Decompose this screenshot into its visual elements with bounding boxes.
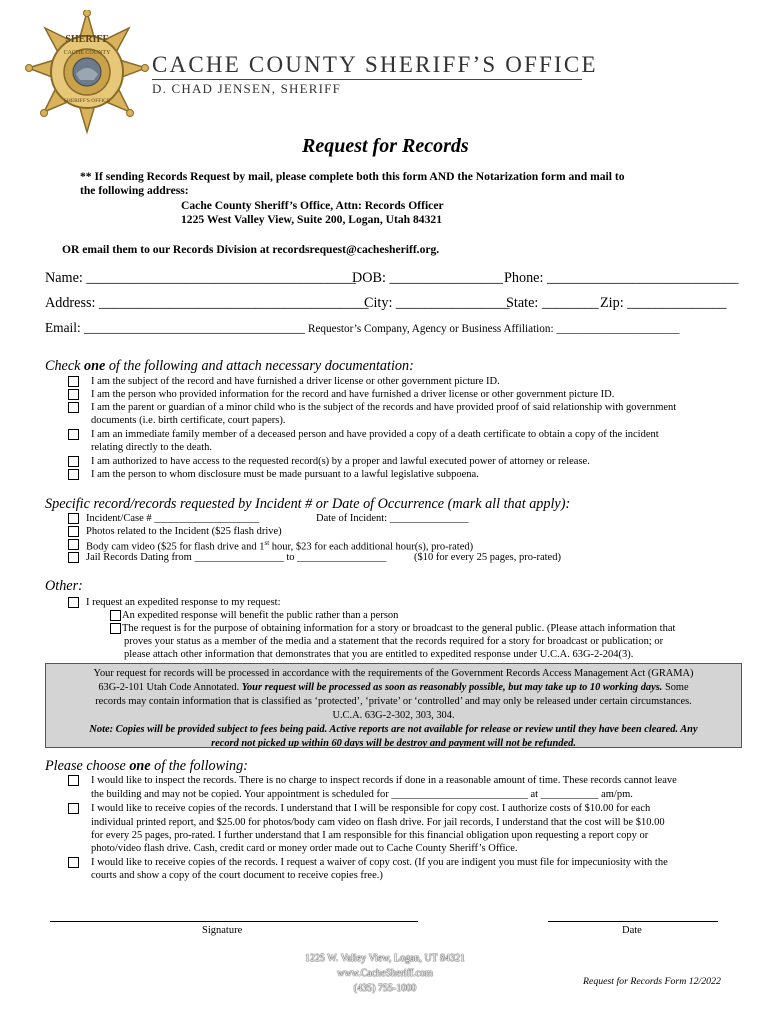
option-subpoena: I am the person to whom disclosure must be made pursuant to a lawful legislative subpoena. [91,469,479,480]
sheriff-badge-logo [24,10,150,136]
option-inspect-1: I would like to inspect the records. There is no charge to inspect records if done in a reasonable amount of time. These records cannot leave [91,775,677,786]
notice-line6: record not picked up within 60 days will be destroy and payment will not be refunded. [211,738,576,748]
checkbox-waiver[interactable] [68,857,79,868]
checkbox-public-benefit[interactable] [110,610,121,621]
checkbox-provider[interactable] [68,389,79,400]
date-of-incident-field[interactable]: Date of Incident: _______________ [316,513,469,524]
address-field[interactable]: Address: ______________________________________ [45,295,369,311]
zip-field[interactable]: Zip: ______________ [600,295,727,311]
date-line[interactable] [548,921,718,922]
org-title: CACHE COUNTY SHERIFF’S OFFICE [152,52,598,77]
checkbox-subject[interactable] [68,376,79,387]
email-instruction: OR email them to our Records Division at recordsrequest@cachesheriff.org. [62,243,440,256]
checkbox-subpoena[interactable] [68,469,79,480]
option-photos: Photos related to the Incident ($25 flash drive) [86,526,282,537]
footer-street: 1225 W. Valley View, Logan, UT 84321 [304,953,466,964]
option-guardian-cont: documents (i.e. birth certificate, court papers). [91,415,286,426]
option-media-1: The request is for the purpose of obtaining information for a story or broadcast to the general public. (Please attach information that [122,623,676,634]
notice-line1: Your request for records will be processed in accordance with the requirements of the Government Records Access Management Act (GRAMA) [93,668,694,679]
checkbox-family[interactable] [68,429,79,440]
option-family-cont: relating directly to the death. [91,442,212,453]
checkbox-photos[interactable] [68,526,79,537]
footer-website: www.CacheSheriff.com [337,968,433,979]
option-expedite: I request an expedited response to my request: [86,597,281,608]
phone-field[interactable]: Phone: ___________________________ [504,270,739,286]
other-heading: Other: [45,578,83,594]
footer-address [290,951,480,996]
option-media-2: proves your status as a member of the media and a statement that the records required for a story for broadcast or publication; or [124,636,664,647]
signature-label: Signature [202,925,243,936]
notice-line5: Note: Copies will be provided subject to fees being paid. Active reports are not available for release or review until they have been cleared. Any [89,724,698,735]
option-jail-rate: ($10 for every 25 pages, pro-rated) [414,552,561,563]
checkbox-incident[interactable] [68,513,79,524]
checkbox-media[interactable] [110,623,121,634]
state-field[interactable]: State: ________ [506,295,599,311]
option-waiver-2: courts and show a copy of the court document to receive copies free.) [91,870,383,881]
option-bodycam: Body cam video ($25 for flash drive and 1st hour, $23 for each additional hour(s), pro-rated) [86,539,474,553]
mail-note-line2: the following address: [80,184,189,197]
date-label: Date [622,925,642,936]
email-field[interactable]: Email: _________________________________ [45,320,305,335]
badge-bottom-text: SHERIFF'S OFFICE [63,98,111,104]
option-subject: I am the subject of the record and have furnished a driver license or other government picture ID. [91,376,500,387]
email-row [45,320,679,336]
footer-phone: (435) 755-1000 [353,983,417,994]
option-provider: I am the person who provided information for the record and have furnished a driver license or other government picture ID. [91,389,615,400]
checkbox-guardian[interactable] [68,402,79,413]
option-copies-1: I would like to receive copies of the records. I understand that I will be responsible for copy cost. I authorize costs of $10.00 for each [91,803,651,814]
option-authorized: I am authorized to have access to the requested record(s) by a proper and lawful executed power of attorney or release. [91,456,590,467]
name-field[interactable]: Name: ______________________________________ [45,270,356,286]
checkbox-jail[interactable] [68,552,79,563]
checkbox-authorized[interactable] [68,456,79,467]
incident-field[interactable]: Incident/Case # ____________________ [86,513,260,524]
specific-heading: Specific record/records requested by Incident # or Date of Occurrence (mark all that apply): [45,496,571,512]
badge-top-text: SHERIFF [65,34,109,45]
page-title: Request for Records [302,135,469,157]
checkbox-bodycam[interactable] [68,539,79,550]
badge-ring-text: CACHE COUNTY [63,50,111,56]
option-media-3: please attach other information that demonstrates that you are entitled to expedited response under U.C.A. 63G-2-204(3). [124,649,634,660]
notice-line4: U.C.A. 63G-2-302, 303, 304. [332,710,455,721]
signature-line[interactable] [50,921,418,922]
mail-note-line1: ** If sending Records Request by mail, please complete both this form AND the Notarization form and mail to [80,170,625,183]
grama-notice-box [45,663,742,748]
affiliation-field[interactable]: Requestor’s Company, Agency or Business Affiliation: ______________________ [308,323,680,335]
option-waiver-1: I would like to receive copies of the records. I request a waiver of copy cost. (If you are indigent you must file for impecuniosity with the [91,857,668,868]
option-public-benefit: An expedited response will benefit the public rather than a person [122,610,399,621]
mail-address-line1: Cache County Sheriff’s Office, Attn: Records Officer [181,199,444,212]
city-field[interactable]: City: ________________ [364,295,510,311]
checkbox-inspect[interactable] [68,775,79,786]
option-jail[interactable]: Jail Records Dating from _________________ to _________________ [86,552,387,563]
checkbox-expedite[interactable] [68,597,79,608]
header-rule [152,79,582,80]
option-guardian: I am the parent or guardian of a minor child who is the subject of the records and have provided proof of said relationship with government [91,402,677,413]
notice-line3: records may contain information that is classified as ‘protected’, ‘private’ or ‘controlled’ and may only be released under certain circumstances. [95,696,692,707]
sheriff-name: D. CHAD JENSEN, SHERIFF [152,81,342,96]
notice-line2: 63G-2-101 Utah Code Annotated. Your request will be processed as soon as reasonably possible, but may take up to 10 working days. Some [98,682,689,693]
dob-field[interactable]: DOB: ________________ [352,270,503,286]
option-copies-3: for every 25 pages, pro-rated. I further understand that I am responsible for this financial obligation upon requesting a report copy or [91,830,649,841]
checkbox-copies[interactable] [68,803,79,814]
option-copies-4: photo/video flash drive. Cash, credit card or money order made out to Cache County Sheriff’s Office. [91,843,518,854]
option-inspect-2[interactable]: the building and may not be copied. Your appointment is scheduled for __________________________ at ___________ am/pm. [91,789,633,800]
check-one-heading: Check one of the following and attach necessary documentation: [45,358,414,374]
option-copies-2: individual printed report, and $25.00 for photos/body cam video on flash drive. For jail records, I understand that the cost will be $10.00 [91,817,665,828]
choose-one-heading: Please choose one of the following: [45,758,248,774]
mail-address-line2: 1225 West Valley View, Suite 200, Logan, Utah 84321 [181,213,442,226]
option-family: I am an immediate family member of a deceased person and have provided a copy of a death certificate to obtain a copy of the incident [91,429,659,440]
form-identifier: Request for Records Form 12/2022 [583,976,721,987]
